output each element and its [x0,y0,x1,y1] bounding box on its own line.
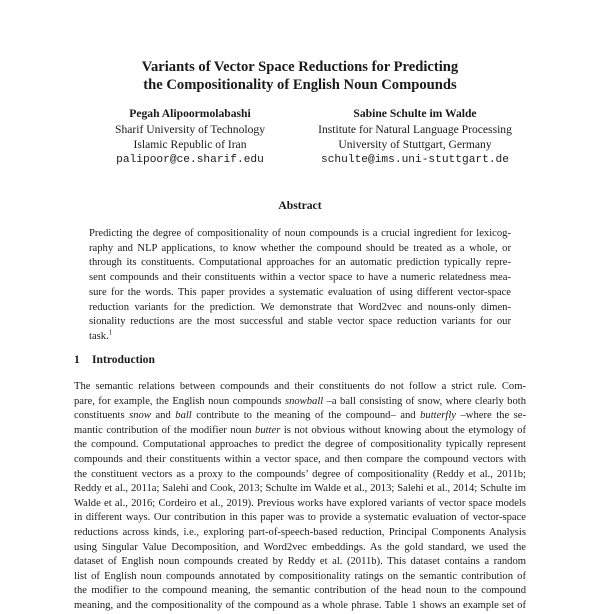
author-2 [300,106,530,168]
term-snow: snow [129,410,151,422]
term-snowball: snowball [284,395,324,407]
intro-line: meaning, and the compositionality of the compound as a whole phrase. Table 1 shows an example set of [74,599,526,611]
intro-line: list of English noun compounds annotated by compositionality ratings on the semantic contribution of [74,570,526,582]
author-location: Islamic Republic of Iran [133,138,247,152]
author-email: palipoor@ce.sharif.edu [116,153,264,166]
intro-text: constituents [74,410,130,422]
abstract-line: through its constituents. Computational approaches for an automatic prediction typically repre- [89,257,511,269]
author-affiliation: Institute for Natural Language Processing [318,122,512,136]
intro-line: dataset of English noun compounds created by Reddy et al. (2011b). This dataset contains a random [74,556,526,568]
author-1 [80,106,300,168]
term-ball: ball [175,410,192,422]
intro-line: the compound. Computational approaches to predict the degree of compositionality typically represent [74,439,526,451]
intro-line: using Singular Value Decomposition, and Word2vec embeddings. As the gold standard, we used the [74,541,526,553]
section-title: Introduction [92,353,155,366]
intro-line: in different ways. Our contribution in this paper was to provide a systematic evaluation of vector-space [74,512,526,524]
abstract-last-line [89,330,511,345]
intro-text: –a ball consisting of snow, where clearly both [323,395,526,407]
section-number: 1 [74,353,80,366]
author-location: University of Stuttgart, Germany [338,138,492,152]
intro-line [74,395,526,410]
intro-line: compounds and their constituents within a vector space, and then compare the compound vectors with [74,453,526,465]
intro-line [74,409,526,424]
intro-line: Walde et al., 2016; Cordeiro et al., 2019). Previous works have explored variants of vector space models [74,497,526,509]
intro-line: The semantic relations between compounds and their constituents do not follow a strict rule. Com- [74,381,526,392]
term-butterfly: butterfly [420,410,456,422]
intro-text: and [150,410,176,422]
abstract-line: Predicting the degree of compositionality of noun compounds is a crucial ingredient for lexicog- [89,228,511,239]
author-name: Sabine Schulte im Walde [353,107,477,120]
author-email: schulte@ims.uni-stuttgart.de [321,153,509,166]
title-line-1: Variants of Vector Space Reductions for Predicting [141,59,459,75]
intro-text: contribute to the meaning of the compound– and [191,410,421,422]
intro-text: is not obvious without knowing about the etymology of [280,424,526,436]
footnote-mark: 1 [108,328,113,337]
abstract-last-word: task. [89,330,109,342]
author-affiliation: Sharif University of Technology [115,122,265,136]
abstract-line: raphy and NLP applications, to know whether the compound should be treated as a whole, or [89,242,511,254]
abstract-heading: Abstract [278,199,322,212]
abstract-body [89,227,511,345]
intro-line: the modifier to the compound meaning, the semantic contribution of the head noun to the compound [74,585,526,597]
intro-text: –where the se- [456,410,527,422]
term-butter: butter [255,424,281,436]
intro-text: pare, for example, the English noun compounds [74,395,285,407]
intro-line [74,424,526,439]
paper-title [60,58,540,94]
introduction-body [74,380,526,614]
abstract-line: sure for the words. This paper provides a systematic evaluation of using different vector-space [89,286,511,298]
abstract-line: reduction variants for the prediction. We demonstrate that Word2vec and nouns-only dimen- [89,301,511,313]
author-name: Pegah Alipoormolabashi [129,107,251,120]
intro-line: reductions across kinds, i.e., exploring part-of-speech-based reduction, Principal Components Analysis [74,526,526,538]
abstract-line: sent compounds and their constituents within a vector space to have a numeric relatedness mea- [89,272,511,284]
abstract-line: sionality reductions are the most successful and stable vector space reduction variants for our [89,316,511,328]
intro-line: the constituent vectors as a proxy to the compounds’ degree of compositionality (Reddy et al., 2011b; [74,468,526,480]
title-line-2: the Compositionality of English Noun Compounds [143,77,457,93]
intro-line: Reddy et al., 2011a; Salehi and Cook, 2013; Schulte im Walde et al., 2013; Salehi et al., 2014; Schulte im [74,483,526,495]
intro-text: mantic contribution of the modifier noun [74,424,256,436]
section-heading-introduction [74,353,155,366]
